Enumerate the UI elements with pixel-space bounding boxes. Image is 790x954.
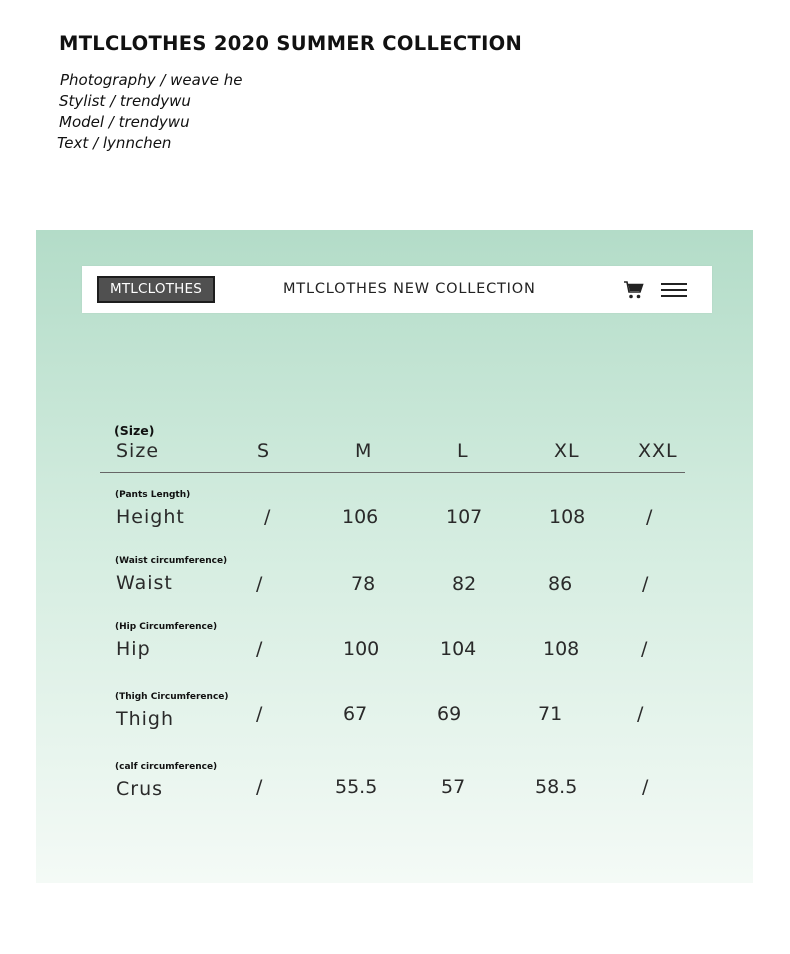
cell-thigh-l: 69 xyxy=(437,703,462,725)
row-note-crus: (calf circumference) xyxy=(115,762,218,772)
cell-crus-s: / xyxy=(256,776,263,798)
credit-photography: Photography / weave he xyxy=(60,71,243,89)
row-note-thigh: (Thigh Circumference) xyxy=(115,692,229,702)
cell-waist-l: 82 xyxy=(452,573,477,595)
cell-crus-l: 57 xyxy=(441,776,466,798)
credit-stylist: Stylist / trendywu xyxy=(59,92,191,110)
cell-waist-xl: 86 xyxy=(548,573,573,595)
cell-thigh-xl: 71 xyxy=(538,703,563,725)
cell-hip-s: / xyxy=(256,638,263,660)
cell-thigh-m: 67 xyxy=(343,703,368,725)
credit-text: Text / lynnchen xyxy=(57,134,172,152)
row-label-crus: Crus xyxy=(116,778,164,800)
row-label-height: Height xyxy=(116,506,185,528)
column-header-s: S xyxy=(257,440,271,462)
cell-height-l: 107 xyxy=(446,506,483,528)
page-title: MTLCLOTHES 2020 SUMMER COLLECTION xyxy=(59,32,523,55)
nav-title: MTLCLOTHES NEW COLLECTION xyxy=(283,281,536,297)
cell-waist-m: 78 xyxy=(351,573,376,595)
cell-height-xxl: / xyxy=(646,506,653,528)
row-label-waist: Waist xyxy=(116,572,173,594)
cell-hip-xl: 108 xyxy=(543,638,580,660)
cart-icon[interactable] xyxy=(623,280,645,300)
cell-hip-m: 100 xyxy=(343,638,380,660)
credits xyxy=(56,70,242,154)
cell-thigh-s: / xyxy=(256,703,263,725)
navbar xyxy=(82,266,712,313)
credit-model: Model / trendywu xyxy=(59,113,190,131)
cell-crus-m: 55.5 xyxy=(335,776,378,798)
size-chart-panel xyxy=(36,230,753,883)
row-label-thigh: Thigh xyxy=(116,708,175,730)
column-header-xl: XL xyxy=(554,440,580,462)
cell-height-m: 106 xyxy=(342,506,379,528)
cell-height-xl: 108 xyxy=(549,506,586,528)
row-label-hip: Hip xyxy=(116,638,151,660)
row-note-waist: (Waist circumference) xyxy=(115,556,228,566)
column-header-xxl: XXL xyxy=(638,440,678,462)
row-note-height: (Pants Length) xyxy=(115,490,191,500)
cell-hip-xxl: / xyxy=(641,638,648,660)
brand-logo[interactable]: MTLCLOTHES xyxy=(97,276,215,303)
cell-height-s: / xyxy=(264,506,271,528)
cell-waist-s: / xyxy=(256,573,263,595)
column-header-size: Size xyxy=(116,440,160,462)
cell-hip-l: 104 xyxy=(440,638,477,660)
column-header-l: L xyxy=(457,440,469,462)
cell-waist-xxl: / xyxy=(642,573,649,595)
cell-thigh-xxl: / xyxy=(637,703,644,725)
cell-crus-xl: 58.5 xyxy=(535,776,578,798)
size-note: (Size) xyxy=(114,423,155,438)
menu-icon[interactable] xyxy=(661,283,687,297)
column-header-m: M xyxy=(355,440,373,462)
header-divider xyxy=(100,472,685,473)
row-note-hip: (Hip Circumference) xyxy=(115,622,218,632)
cell-crus-xxl: / xyxy=(642,776,649,798)
